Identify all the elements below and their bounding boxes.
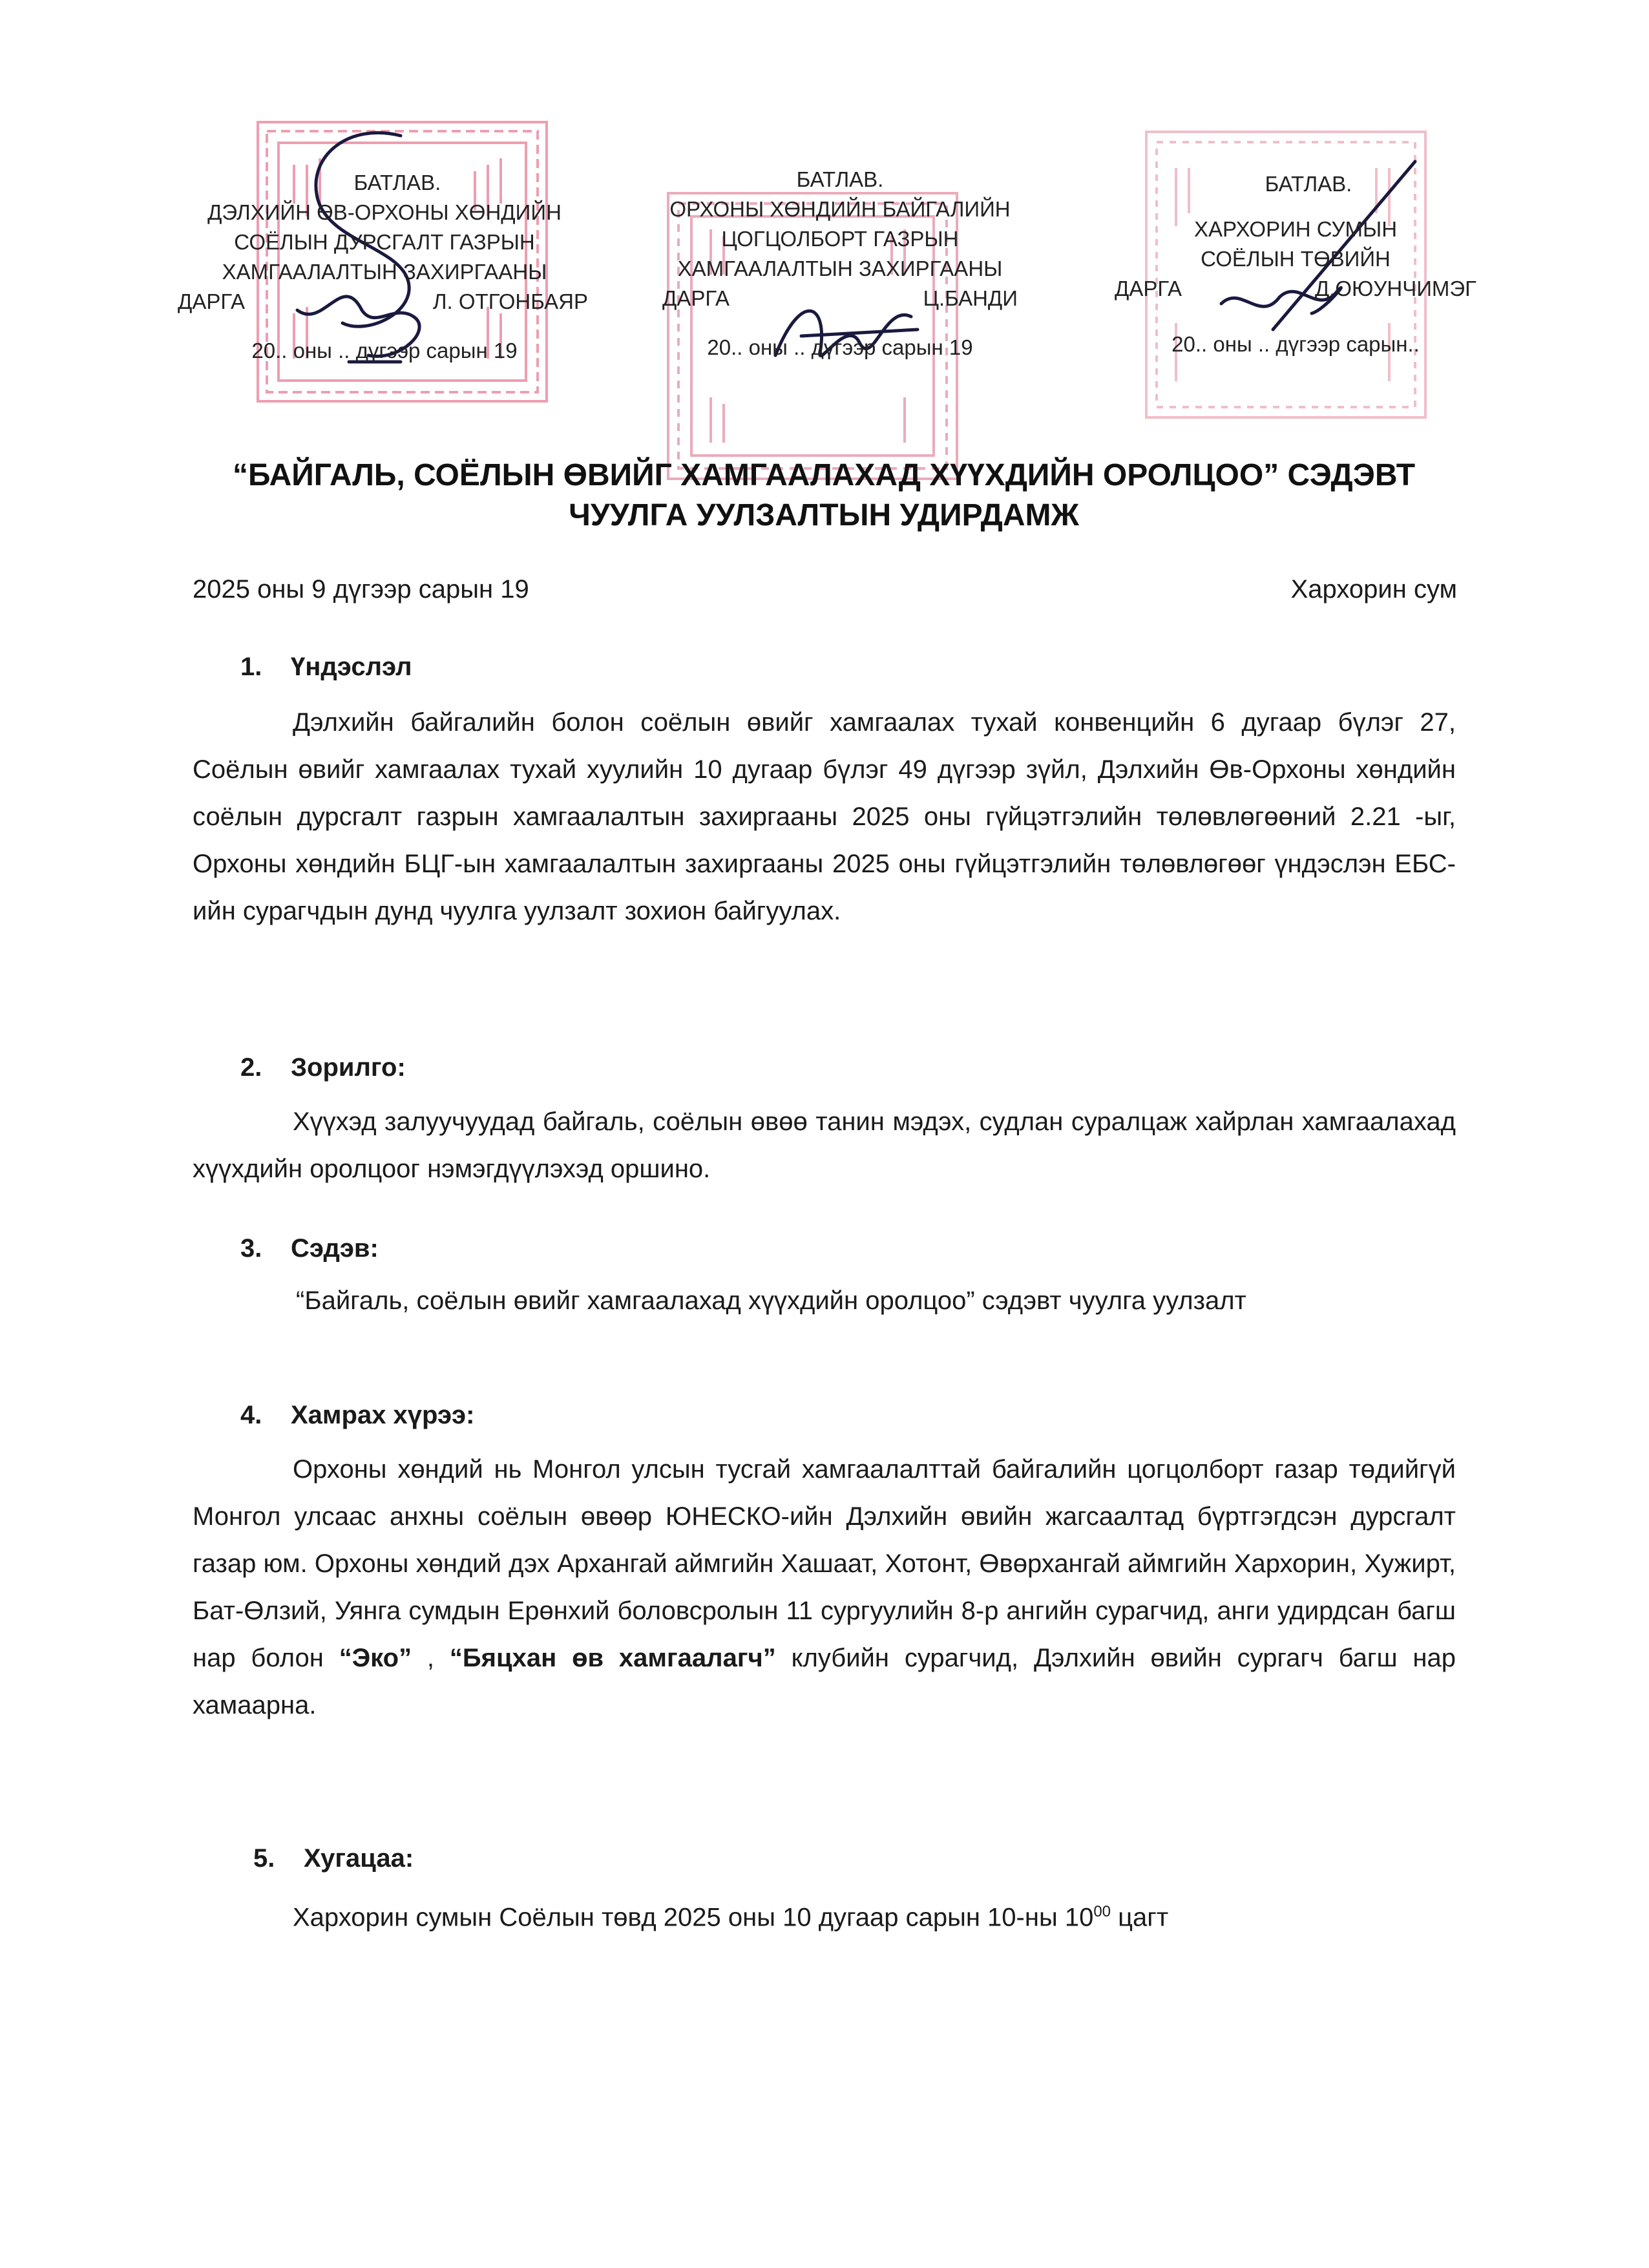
approval-center-org-line: ЦОГЦОЛБОРТ ГАЗРЫН: [721, 227, 959, 251]
approval-center: [636, 165, 1044, 362]
section-paragraph: [193, 1446, 1456, 1729]
document-date: 2025 оны 9 дүгээр сарын 19: [193, 575, 529, 604]
section-body: [193, 1098, 1456, 1193]
section-paragraph-text: Хархорин сумын Соёлын төвд 2025 оны 10 дугаар сарын 10-ны 10: [293, 1903, 1094, 1932]
approval-center-heading: БАТЛАВ.: [796, 167, 884, 191]
section-paragraph-text: цагт: [1111, 1903, 1169, 1932]
approval-center-date: 20.. оны .. дүгээр сарын 19: [707, 335, 973, 359]
approval-right: [1115, 169, 1476, 359]
document-title-line: ЧУУЛГА УУЛЗАЛТЫН УДИРДАМЖ: [569, 498, 1079, 532]
section-heading: [240, 1401, 474, 1430]
approval-right-signatory: [1115, 274, 1476, 304]
approval-center-role: ДАРГА: [662, 286, 730, 310]
approval-right-name: Д.ОЮУНЧИМЭГ: [1314, 277, 1476, 300]
section-paragraph: Дэлхийн байгалийн болон соёлын өвийг хамгаалах тухай конвенцийн 6 дугаар бүлэг 27, Соёлын өвийг хамгаалах тухай хуулийн 10 дугаар бүлэг 49 дүгээр зүйл, Дэлхийн Өв-Орхоны хөндийн соёлын дурсгалт газрын хамгаалалтын захиргааны 2025 оны гүйцэтгэлийн төлөвлөгөөний 2.21 -ыг, Орхоны хөндийн БЦГ-ын хамгаалалтын захиргааны 2025 оны гүйцэтгэлийн төлөвлөгөөг үндэслэн ЕБС-ийн сурагчдын дунд чуулга уулзалт зохион байгуулах.: [193, 708, 1456, 925]
approval-right-heading: БАТЛАВ.: [1265, 172, 1352, 196]
section-heading: [240, 1053, 406, 1082]
section-title: Хугацаа:: [304, 1844, 414, 1873]
section-paragraph-text: клубийн сурагчид, Дэлхийн өвийн сургагч багш нар хамаарна.: [193, 1644, 1456, 1719]
section-number: 2.: [240, 1053, 262, 1082]
approval-left-signatory: [178, 287, 591, 317]
approval-right-org-line: СОЁЛЫН ТӨВИЙН: [1201, 247, 1391, 271]
section-number: 1.: [240, 653, 262, 681]
approval-center-signatory: [636, 284, 1044, 313]
approval-center-org-line: ХАМГААЛАЛТЫН ЗАХИРГААНЫ: [677, 257, 1003, 280]
approval-left-org-line: ХАМГААЛАЛТЫН ЗАХИРГААНЫ: [222, 260, 547, 284]
club-name-eko: “Эко”: [339, 1644, 412, 1672]
approval-left-date: 20.. оны .. дүгээр сарын 19: [251, 339, 518, 362]
section-heading: [253, 1844, 414, 1873]
approval-left-role: ДАРГА: [178, 289, 246, 313]
time-superscript: 00: [1093, 1903, 1111, 1920]
section-title: Үндэслэл: [291, 653, 412, 681]
document-place: Хархорин сум: [1290, 575, 1457, 604]
section-number: 4.: [240, 1401, 262, 1429]
club-separator: ,: [412, 1644, 450, 1672]
document-title: [168, 456, 1480, 536]
section-body: [193, 1888, 1456, 1941]
section-paragraph-text: Орхоны хөндий нь Монгол улсын тусгай хамгаалалттай байгалийн цогцолборт газар төдийгүй Монгол улсаас анхны соёлын өвөөр ЮНЕСКО-ийн Дэлхийн өвийн жагсаалтад бүртгэгдсэн дурсгалт газар юм. Орхоны хөндий дэх Архангай аймгийн Хашаат, Хотонт, Өвөрхангай аймгийн Хархорин, Хужирт, Бат-Өлзий, Уянга сумдын Ерөнхий боловсролын 11 сургуулийн 8-р ангийн сурагчид, анги удирдсан багш нар болон: [193, 1455, 1456, 1672]
approval-right-role: ДАРГА: [1115, 277, 1182, 300]
approval-center-org-line: ОРХОНЫ ХӨНДИЙН БАЙГАЛИЙН: [669, 197, 1011, 221]
approval-center-name: Ц.БАНДИ: [923, 286, 1018, 310]
document-title-line: “БАЙГАЛЬ, СОЁЛЫН ӨВИЙГ ХАМГААЛАХАД ХҮҮХДИЙН ОРОЛЦОО” СЭДЭВТ: [232, 458, 1416, 492]
section-paragraph: “Байгаль, соёлын өвийг хамгаалахад хүүхдийн оролцоо” сэдэвт чуулга уулзалт: [296, 1286, 1246, 1315]
section-number: 3.: [240, 1234, 262, 1263]
section-paragraph: Хүүхэд залуучуудад байгаль, соёлын өвөө танин мэдэх, судлан суралцаж хайрлан хамгаалахад хүүхдийн оролцоог нэмэгдүүлэхэд оршино.: [193, 1108, 1456, 1183]
section-title: Зорилго:: [291, 1053, 406, 1082]
approval-right-org-line: ХАРХОРИН СУМЫН: [1193, 217, 1398, 241]
section-heading: [240, 653, 412, 682]
section-number: 5.: [253, 1844, 275, 1873]
approval-left-org-line: СОЁЛЫН ДУРСГАЛТ ГАЗРЫН: [234, 230, 535, 254]
section-body: [193, 699, 1456, 935]
section-body: [193, 1446, 1456, 1729]
approval-left: [178, 168, 591, 366]
club-name-heritage: “Бяцхан өв хамгаалагч”: [449, 1644, 776, 1672]
section-paragraph: [193, 1888, 1456, 1941]
approval-left-heading: БАТЛАВ.: [353, 171, 441, 194]
approval-left-name: Л. ОТГОНБАЯР: [432, 289, 588, 313]
section-body: [193, 1277, 1381, 1325]
section-heading: [240, 1234, 379, 1263]
section-title: Сэдэв:: [291, 1234, 379, 1263]
approval-left-org-line: ДЭЛХИЙН ӨВ-ОРХОНЫ ХӨНДИЙН: [207, 200, 562, 224]
section-title: Хамрах хүрээ:: [291, 1401, 475, 1429]
approval-right-date: 20.. оны .. дүгээр сарын..: [1171, 332, 1420, 356]
